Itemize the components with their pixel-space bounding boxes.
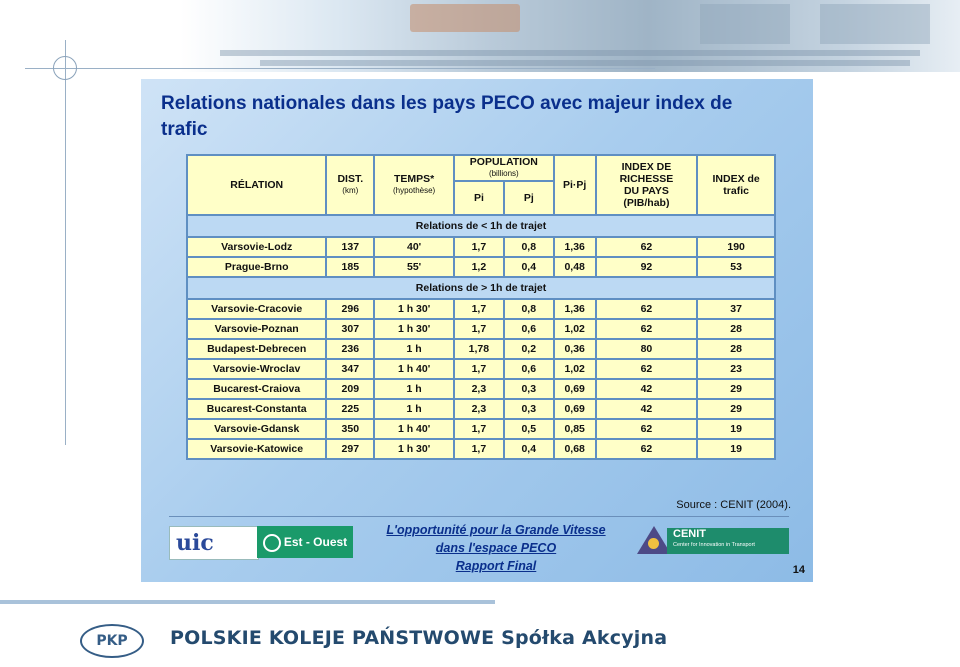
cell-pi: 1,7 (454, 237, 504, 257)
cell-pj: 0,4 (504, 257, 554, 277)
table-row (187, 379, 775, 399)
cell-dist: 296 (326, 299, 374, 319)
cell-relation: Bucarest-Craiova (187, 379, 326, 399)
cenit-logo (637, 524, 797, 556)
cell-trafic: 19 (697, 419, 775, 439)
cell-pi: 2,3 (454, 399, 504, 419)
table-row (187, 439, 775, 459)
cell-temps: 1 h 30' (374, 319, 454, 339)
cell-dist: 350 (326, 419, 374, 439)
cell-relation: Varsovie-Cracovie (187, 299, 326, 319)
header-trafic-line1: INDEX de (712, 173, 760, 185)
cell-pi: 1,78 (454, 339, 504, 359)
group-header-row (187, 277, 775, 299)
bottom-divider (0, 600, 495, 604)
cell-pipj: 0,85 (554, 419, 596, 439)
est-ouest-logo (257, 526, 353, 558)
cell-trafic: 28 (697, 319, 775, 339)
cell-richesse: 62 (596, 319, 698, 339)
cell-dist: 137 (326, 237, 374, 257)
station-building (820, 4, 930, 44)
cell-pipj: 0,48 (554, 257, 596, 277)
cell-temps: 1 h 30' (374, 439, 454, 459)
table-row (187, 257, 775, 277)
cell-trafic: 23 (697, 359, 775, 379)
decor-crosshair-horizontal (25, 68, 655, 69)
header-population-label: POPULATION (469, 156, 538, 168)
cell-pj: 0,5 (504, 419, 554, 439)
cell-richesse: 92 (596, 257, 698, 277)
cell-pi: 1,7 (454, 319, 504, 339)
header-pipj: Pi·Pj (554, 155, 596, 215)
cell-relation: Prague-Brno (187, 257, 326, 277)
cell-temps: 1 h 40' (374, 359, 454, 379)
cell-richesse: 62 (596, 439, 698, 459)
header-index-trafic (697, 155, 775, 215)
cell-relation: Varsovie-Gdansk (187, 419, 326, 439)
cell-dist: 236 (326, 339, 374, 359)
report-title-line1: L'opportunité pour la Grande Vitesse (386, 523, 606, 537)
cell-pj: 0,3 (504, 379, 554, 399)
header-richesse-line3: DU PAYS (623, 185, 669, 197)
cell-pipj: 1,02 (554, 359, 596, 379)
cell-richesse: 42 (596, 379, 698, 399)
cell-richesse: 62 (596, 299, 698, 319)
cell-relation: Varsovie-Lodz (187, 237, 326, 257)
table-row (187, 359, 775, 379)
header-trafic-line2: trafic (723, 185, 749, 197)
train-image (410, 4, 520, 32)
table-body (187, 215, 775, 459)
header-dist-unit: (km) (342, 186, 359, 195)
cell-dist: 185 (326, 257, 374, 277)
cell-relation: Varsovie-Wroclav (187, 359, 326, 379)
page-number: 14 (792, 564, 805, 576)
footer-divider (169, 516, 789, 517)
header-dist (326, 155, 374, 215)
uic-logo: uic (169, 526, 259, 560)
cell-relation: Varsovie-Poznan (187, 319, 326, 339)
table-row (187, 319, 775, 339)
cenit-dot-icon (648, 538, 659, 549)
table-row (187, 339, 775, 359)
est-ouest-label: Est - Ouest (283, 535, 348, 549)
cell-pi: 1,7 (454, 359, 504, 379)
cell-pipj: 1,36 (554, 237, 596, 257)
cell-dist: 307 (326, 319, 374, 339)
table-row (187, 419, 775, 439)
cell-trafic: 190 (697, 237, 775, 257)
slide-title: Relations nationales dans les pays PECO avec majeur index de trafic (161, 93, 733, 140)
rail-track (220, 50, 920, 56)
cell-richesse: 62 (596, 419, 698, 439)
source-note: Source : CENIT (2004). (676, 499, 791, 511)
cell-pipj: 0,68 (554, 439, 596, 459)
traffic-table (186, 154, 776, 460)
cell-pipj: 1,36 (554, 299, 596, 319)
cell-pj: 0,4 (504, 439, 554, 459)
cell-trafic: 53 (697, 257, 775, 277)
cell-pj: 0,3 (504, 399, 554, 419)
cell-temps: 40' (374, 237, 454, 257)
decor-crosshair-circle (53, 56, 77, 80)
cell-pj: 0,6 (504, 319, 554, 339)
cell-richesse: 62 (596, 237, 698, 257)
header-richesse-line1: INDEX DE (621, 161, 672, 173)
header-richesse-line2: RICHESSE (619, 173, 674, 185)
cell-dist: 347 (326, 359, 374, 379)
report-title (361, 521, 631, 575)
header-temps (374, 155, 454, 215)
header-temps-label: TEMPS* (393, 173, 435, 185)
table-row (187, 299, 775, 319)
rail-track (260, 60, 910, 66)
cell-temps: 1 h (374, 379, 454, 399)
cell-pj: 0,6 (504, 359, 554, 379)
header-relation: RÉLATION (187, 155, 326, 215)
cell-trafic: 29 (697, 399, 775, 419)
slide-panel (141, 79, 813, 582)
cell-pipj: 0,36 (554, 339, 596, 359)
cell-pipj: 1,02 (554, 319, 596, 339)
header-pi: Pi (454, 181, 504, 215)
cenit-tagline: Center for Innovation in Transport (673, 542, 755, 548)
cell-pi: 1,7 (454, 299, 504, 319)
cell-trafic: 19 (697, 439, 775, 459)
pkp-logo: PKP (80, 624, 144, 658)
station-building (700, 4, 790, 44)
company-name: POLSKIE KOLEJE PAŃSTWOWE Spółka Akcyjna (170, 627, 668, 649)
header-index-richesse (596, 155, 698, 215)
cell-pi: 1,7 (454, 419, 504, 439)
cell-trafic: 29 (697, 379, 775, 399)
header-pj: Pj (504, 181, 554, 215)
header-photo-banner (180, 0, 960, 72)
cell-pj: 0,8 (504, 237, 554, 257)
header-richesse-line4: (PIB/hab) (623, 197, 670, 209)
cell-richesse: 62 (596, 359, 698, 379)
cell-pj: 0,2 (504, 339, 554, 359)
table-row (187, 237, 775, 257)
cell-dist: 209 (326, 379, 374, 399)
decor-crosshair-vertical (65, 40, 66, 445)
group-header-row (187, 215, 775, 237)
cell-temps: 1 h 40' (374, 419, 454, 439)
cell-richesse: 42 (596, 399, 698, 419)
cell-pipj: 0,69 (554, 399, 596, 419)
cell-temps: 1 h (374, 339, 454, 359)
group-label: Relations de > 1h de trajet (187, 277, 775, 299)
report-title-line2: dans l'espace PECO (435, 541, 557, 555)
cell-pi: 1,2 (454, 257, 504, 277)
cell-richesse: 80 (596, 339, 698, 359)
cell-pi: 1,7 (454, 439, 504, 459)
cell-trafic: 28 (697, 339, 775, 359)
cell-relation: Varsovie-Katowice (187, 439, 326, 459)
header-dist-label: DIST. (337, 173, 364, 185)
cell-relation: Bucarest-Constanta (187, 399, 326, 419)
cell-trafic: 37 (697, 299, 775, 319)
cell-temps: 1 h (374, 399, 454, 419)
cenit-name: CENIT (673, 528, 706, 540)
cell-pi: 2,3 (454, 379, 504, 399)
cell-pj: 0,8 (504, 299, 554, 319)
header-population-unit: (billions) (488, 169, 519, 178)
header-temps-note: (hypothèse) (392, 186, 436, 195)
est-ouest-mark-icon (263, 534, 281, 552)
cell-pipj: 0,69 (554, 379, 596, 399)
report-title-line3: Rapport Final (455, 559, 537, 573)
cell-relation: Budapest-Debrecen (187, 339, 326, 359)
group-label: Relations de < 1h de trajet (187, 215, 775, 237)
cell-temps: 1 h 30' (374, 299, 454, 319)
header-population (454, 155, 554, 181)
cell-dist: 297 (326, 439, 374, 459)
cell-temps: 55' (374, 257, 454, 277)
cell-dist: 225 (326, 399, 374, 419)
table-row (187, 399, 775, 419)
